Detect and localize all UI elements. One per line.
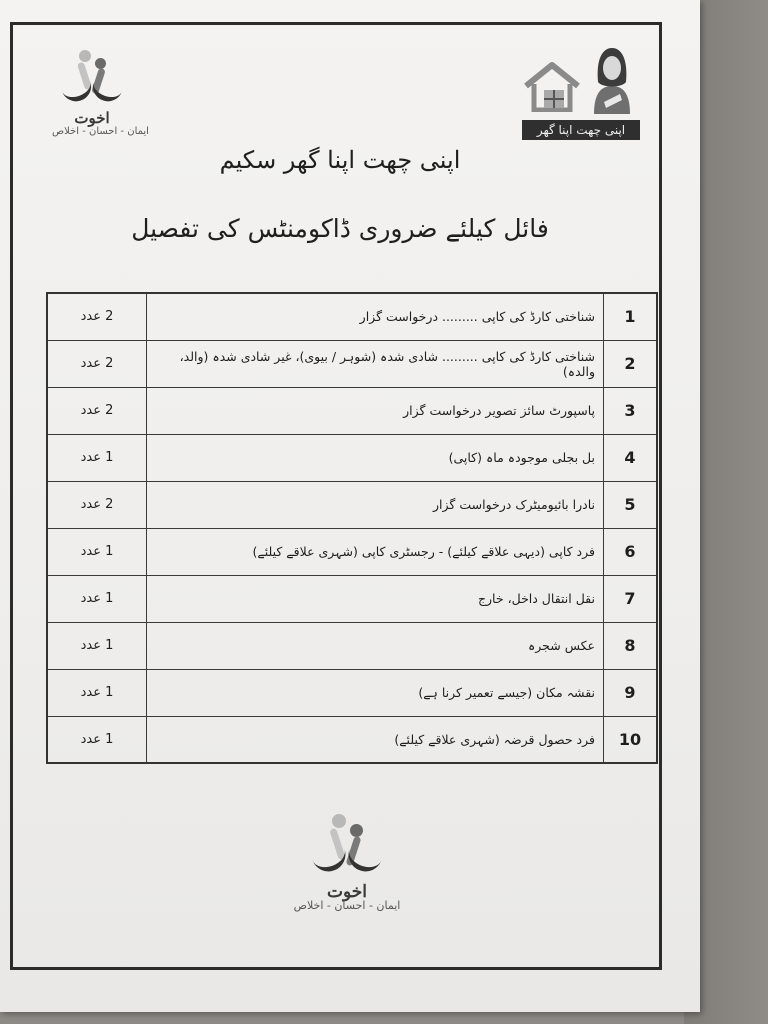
- akhuwat-logo-bottom: [292, 812, 402, 912]
- document-description: نادرا بائیومیٹرک درخواست گزار: [147, 481, 604, 528]
- table-row: [47, 575, 657, 622]
- document-quantity: 1 عدد: [47, 716, 147, 763]
- document-quantity: 1 عدد: [47, 575, 147, 622]
- document-number: 3: [604, 387, 658, 434]
- table-row: [47, 669, 657, 716]
- document-number: 1: [604, 293, 658, 340]
- document-number: 8: [604, 622, 658, 669]
- document-number: 2: [604, 340, 658, 387]
- document-number: 4: [604, 434, 658, 481]
- page-subtitle: فائل کیلئے ضروری ڈاکومنٹس کی تفصیل: [131, 214, 549, 243]
- document-description: شناختی کارڈ کی کاپی ......... شادی شدہ (شوہر / بیوی)، غیر شادی شدہ (والد، والدہ): [147, 340, 604, 387]
- logo-name: اخوت: [74, 109, 110, 127]
- logo-tagline: ایمان - احسان - اخلاص: [293, 899, 401, 912]
- document-quantity: 1 عدد: [47, 434, 147, 481]
- document-description: فرد کاپی (دیہی علاقے کیلئے) - رجسٹری کاپی (شہری علاقے کیلئے): [147, 528, 604, 575]
- document-description: بل بجلی موجودہ ماہ (کاپی): [147, 434, 604, 481]
- document-description: عکس شجرہ: [147, 622, 604, 669]
- table-row: [47, 716, 657, 763]
- badge-label: اپنی چھت اپنا گھر: [522, 120, 640, 140]
- document-description: پاسپورٹ سائز تصویر درخواست گزار: [147, 387, 604, 434]
- document-quantity: 2 عدد: [47, 340, 147, 387]
- document-quantity: 1 عدد: [47, 669, 147, 716]
- documents-table: [46, 292, 658, 764]
- house-window-icon: [544, 90, 564, 108]
- table-row: [47, 528, 657, 575]
- akhuwat-hands-logo-icon: [57, 48, 127, 110]
- document-description: فرد حصول قرضہ (شہری علاقے کیلئے): [147, 716, 604, 763]
- logo-name: اخوت: [326, 882, 368, 902]
- document-description: نقل انتقال داخل، خارج: [147, 575, 604, 622]
- document-number: 5: [604, 481, 658, 528]
- document-number: 9: [604, 669, 658, 716]
- document-quantity: 2 عدد: [47, 481, 147, 528]
- table-row: [47, 340, 657, 387]
- table-row: [47, 434, 657, 481]
- akhuwat-hands-logo-icon: [308, 812, 386, 884]
- document-quantity: 1 عدد: [47, 622, 147, 669]
- page-title: اپنی چھت اپنا گھر سکیم: [219, 146, 461, 174]
- table-row: [47, 293, 657, 340]
- logo-tagline: ایمان - احسان - اخلاص: [52, 126, 149, 137]
- table-row: [47, 387, 657, 434]
- document-quantity: 2 عدد: [47, 293, 147, 340]
- document-number: 10: [604, 716, 658, 763]
- document-number: 6: [604, 528, 658, 575]
- akhuwat-logo-top: [52, 48, 149, 138]
- document-description: نقشہ مکان (جیسے تعمیر کرنا ہے): [147, 669, 604, 716]
- document-quantity: 1 عدد: [47, 528, 147, 575]
- woman-portrait-icon: [584, 42, 640, 114]
- document-quantity: 2 عدد: [47, 387, 147, 434]
- table-row: [47, 622, 657, 669]
- document-number: 7: [604, 575, 658, 622]
- scheme-badge: [518, 40, 644, 142]
- document-description: شناختی کارڈ کی کاپی ......... درخواست گزار: [147, 293, 604, 340]
- table-row: [47, 481, 657, 528]
